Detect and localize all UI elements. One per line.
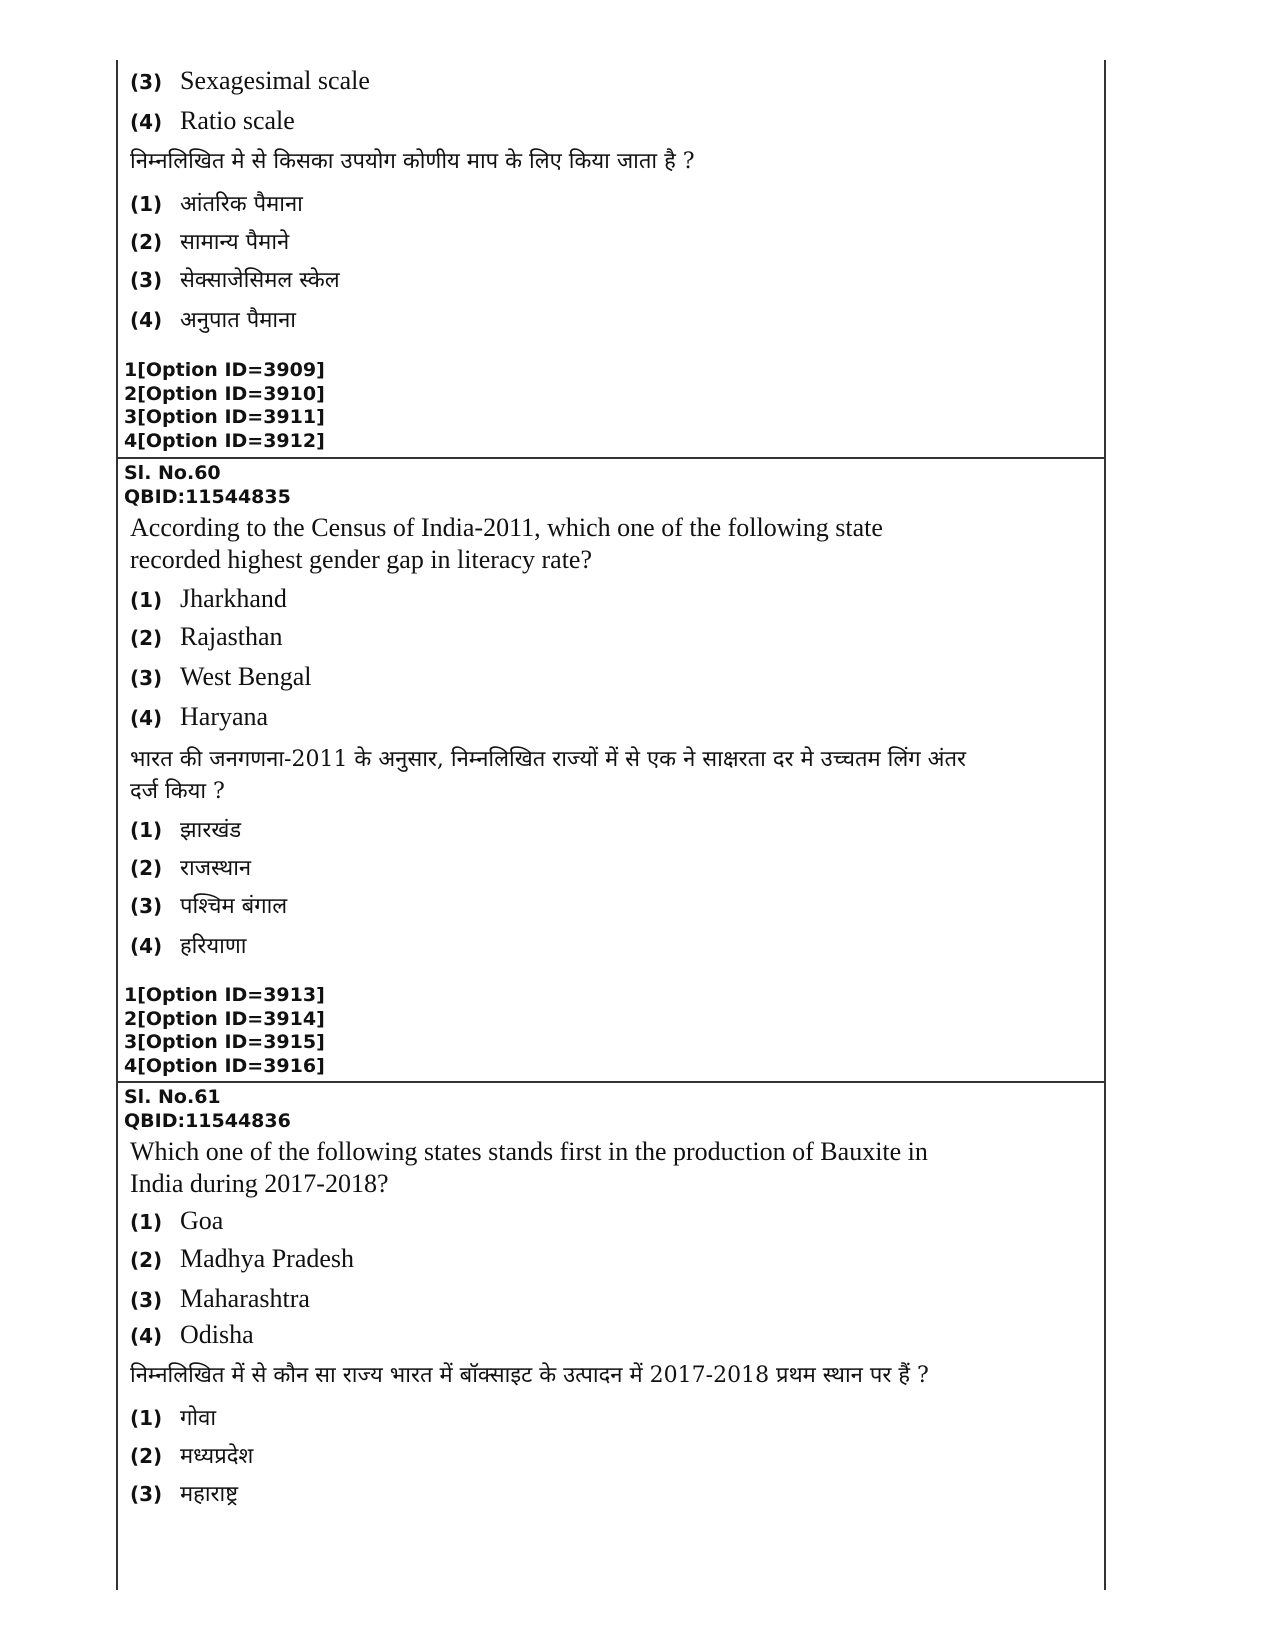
option-text: गोवा bbox=[180, 1406, 217, 1431]
question-line: भारत की जनगणना-2011 के अनुसार, निम्नलिखित राज्यों में से एक ने साक्षरता दर मे उच्चतम लिंग अंतर bbox=[130, 747, 967, 772]
option-id: 1[Option ID=3913] bbox=[124, 984, 325, 1006]
question-bank-id: QBID:11544835 bbox=[124, 485, 291, 508]
option-id: 1[Option ID=3909] bbox=[124, 359, 325, 381]
q61-option-en-4 bbox=[130, 1320, 254, 1350]
option-text: Rajasthan bbox=[180, 622, 283, 651]
q60-option-en-3 bbox=[130, 662, 312, 692]
option-number: (4) bbox=[130, 110, 163, 134]
question-line: दर्ज किया ? bbox=[130, 779, 225, 804]
question-line: India during 2017-2018? bbox=[130, 1169, 389, 1198]
option-text: राजस्थान bbox=[180, 856, 252, 881]
option-number: (1) bbox=[130, 818, 163, 842]
option-text: Maharashtra bbox=[180, 1284, 310, 1313]
q61-question-english bbox=[130, 1136, 1030, 1200]
q61-option-en-3 bbox=[130, 1284, 310, 1314]
option-text: अनुपात पैमाना bbox=[180, 308, 297, 333]
option-number: (1) bbox=[130, 1406, 163, 1430]
q60-question-hindi bbox=[130, 744, 1070, 808]
option-number: (1) bbox=[130, 192, 163, 216]
option-id: 3[Option ID=3915] bbox=[124, 1031, 325, 1053]
q59-option-en-3 bbox=[130, 66, 370, 96]
option-text: सेक्साजेसिमल स्केल bbox=[180, 268, 340, 293]
question-line: recorded highest gender gap in literacy rate? bbox=[130, 545, 592, 574]
q60-option-hi-4 bbox=[130, 930, 246, 960]
q61-option-hi-3 bbox=[130, 1478, 238, 1508]
option-text: पश्चिम बंगाल bbox=[180, 894, 288, 919]
option-text: Sexagesimal scale bbox=[180, 66, 370, 95]
option-id: 2[Option ID=3914] bbox=[124, 1007, 325, 1030]
option-id: 4[Option ID=3912] bbox=[124, 429, 325, 452]
option-number: (1) bbox=[130, 588, 163, 612]
q59-option-hi-3 bbox=[130, 264, 340, 294]
option-text: मध्यप्रदेश bbox=[180, 1444, 254, 1469]
question-paper-frame bbox=[116, 60, 1106, 1590]
q59-option-hi-2 bbox=[130, 226, 289, 256]
question-line: According to the Census of India-2011, which one of the following state bbox=[130, 513, 883, 542]
option-number: (2) bbox=[130, 1444, 163, 1468]
option-number: (4) bbox=[130, 706, 163, 730]
question-line: Which one of the following states stands first in the production of Bauxite in bbox=[130, 1137, 928, 1166]
question-divider bbox=[118, 1081, 1104, 1083]
option-number: (3) bbox=[130, 70, 163, 94]
q59-option-ids bbox=[124, 359, 325, 453]
q59-option-en-4 bbox=[130, 106, 295, 136]
option-text: Madhya Pradesh bbox=[180, 1244, 355, 1273]
option-number: (4) bbox=[130, 1324, 163, 1348]
option-number: (1) bbox=[130, 1210, 163, 1234]
q60-option-en-2 bbox=[130, 622, 283, 652]
option-number: (3) bbox=[130, 894, 163, 918]
option-id: 2[Option ID=3910] bbox=[124, 382, 325, 405]
q59-question-hindi: निम्नलिखित मे से किसका उपयोग कोणीय माप के लिए किया जाता है ? bbox=[130, 149, 695, 174]
serial-number: Sl. No.61 bbox=[124, 1086, 221, 1108]
option-text: Odisha bbox=[180, 1320, 254, 1349]
option-number: (4) bbox=[130, 934, 163, 958]
q61-option-hi-1 bbox=[130, 1402, 216, 1432]
option-text: आंतरिक पैमाना bbox=[180, 192, 303, 217]
option-number: (4) bbox=[130, 308, 163, 332]
q61-header bbox=[124, 1086, 291, 1133]
q60-option-en-4 bbox=[130, 702, 268, 732]
option-number: (2) bbox=[130, 626, 163, 650]
option-text: West Bengal bbox=[180, 662, 312, 691]
option-text: Ratio scale bbox=[180, 106, 295, 135]
q60-option-hi-1 bbox=[130, 814, 241, 844]
q61-option-hi-2 bbox=[130, 1440, 253, 1470]
option-number: (3) bbox=[130, 666, 163, 690]
q59-option-hi-4 bbox=[130, 304, 296, 334]
q60-option-hi-2 bbox=[130, 852, 251, 882]
q60-header bbox=[124, 462, 291, 509]
question-bank-id: QBID:11544836 bbox=[124, 1109, 291, 1132]
option-number: (3) bbox=[130, 1482, 163, 1506]
option-number: (2) bbox=[130, 856, 163, 880]
q60-option-ids bbox=[124, 984, 325, 1078]
q61-option-en-2 bbox=[130, 1244, 354, 1274]
serial-number: Sl. No.60 bbox=[124, 462, 221, 484]
option-text: झारखंड bbox=[180, 818, 242, 843]
option-text: Jharkhand bbox=[180, 584, 287, 613]
option-text: Haryana bbox=[180, 702, 269, 731]
q61-question-hindi: निम्नलिखित में से कौन सा राज्य भारत में बॉक्साइट के उत्पादन में 2017-2018 प्रथम स्थान पर हैं ? bbox=[130, 1363, 929, 1388]
q59-option-hi-1 bbox=[130, 188, 303, 218]
q60-option-en-1 bbox=[130, 584, 287, 614]
option-text: सामान्य पैमाने bbox=[180, 230, 290, 255]
option-id: 4[Option ID=3916] bbox=[124, 1054, 325, 1077]
option-text: महाराष्ट्र bbox=[180, 1482, 239, 1507]
option-number: (2) bbox=[130, 1248, 163, 1272]
q61-option-en-1 bbox=[130, 1206, 223, 1236]
q60-option-hi-3 bbox=[130, 890, 287, 920]
option-number: (3) bbox=[130, 1288, 163, 1312]
option-number: (2) bbox=[130, 230, 163, 254]
option-text: Goa bbox=[180, 1206, 224, 1235]
question-divider bbox=[118, 457, 1104, 459]
option-id: 3[Option ID=3911] bbox=[124, 406, 325, 428]
q60-question-english bbox=[130, 512, 1030, 576]
option-number: (3) bbox=[130, 268, 163, 292]
option-text: हरियाणा bbox=[180, 934, 247, 959]
